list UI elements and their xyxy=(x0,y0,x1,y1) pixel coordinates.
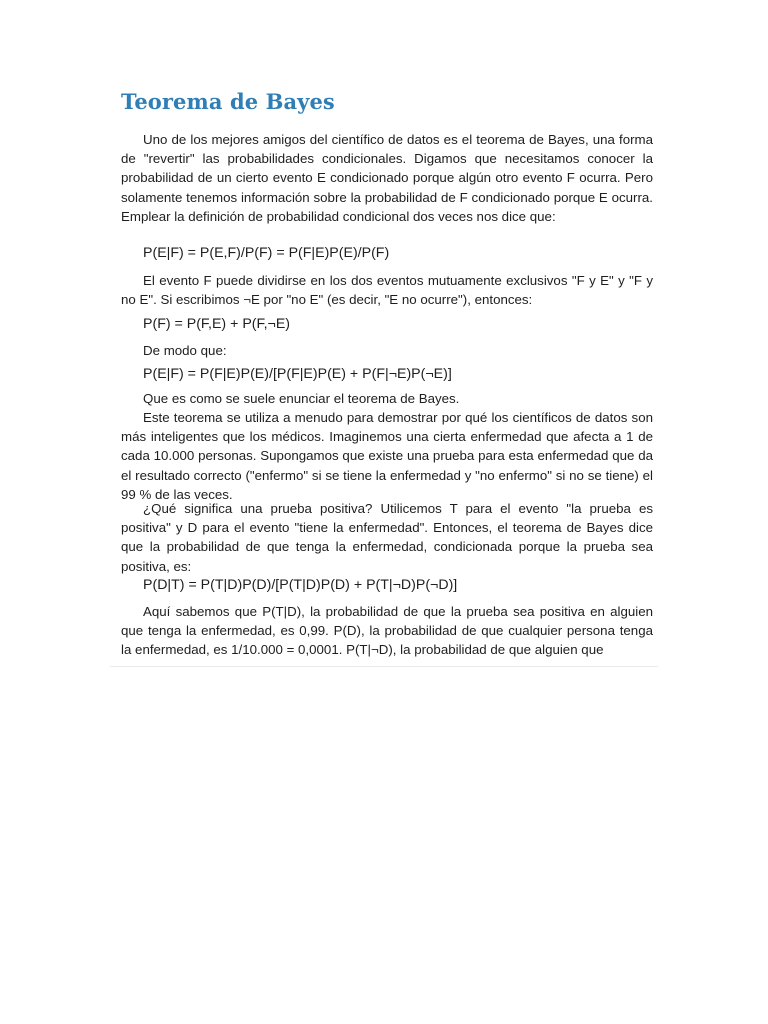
paragraph-disease-example: Este teorema se utiliza a menudo para demostrar por qué los científicos de datos son más inteligentes que los médicos. Imaginemos una cierta enfermedad que afecta a 1 de cada 10.000 personas. Supongamos que existe una prueba para esta enfermedad que da el resultado correcto ("enfermo" si se tiene la enfermedad y "no enfermo" si no se tiene) el 99 % de las veces. xyxy=(121,410,653,502)
paragraph-intro: Uno de los mejores amigos del científico de datos es el teorema de Bayes, una forma de "revertir" las probabilidades condicionales. Digamos que necesitamos conocer la probabilidad de un cierto evento E condicionado porque algún otro evento F ocurra. Pero solamente tenemos información sobre la probabilidad de F condicionado porque E ocurra. Emplear la definición de probabilidad condicional dos veces nos dice que: xyxy=(121,132,653,224)
formula-conditional: P(E|F) = P(E,F)/P(F) = P(F|E)P(E)/P(F) xyxy=(143,245,390,261)
section-title: Teorema de Bayes xyxy=(121,89,335,114)
paragraph-partition: El evento F puede dividirse en los dos eventos mutuamente exclusivos "F y E" y "F y no E". Si escribimos ¬E por "no E" (es decir, "E no ocurre"), entonces: xyxy=(121,273,653,308)
paragraph-positive-test: ¿Qué significa una prueba positiva? Utilicemos T para el evento "la prueba es positiva" y D para el evento "tiene la enfermedad". Entonces, el teorema de Bayes dice que la probabilidad de que tenga la enfermedad, condicionada porque la prueba sea positiva, es: xyxy=(121,501,653,574)
paragraph-values: Aquí sabemos que P(T|D), la probabilidad de que la prueba sea positiva en alguien que tenga la enfermedad, es 0,99. P(D), la probabilidad de que cualquier persona tenga la enfermedad, es 1/10.000 = 0,0001. P(T|¬D), la probabilidad de que alguien que xyxy=(121,604,653,658)
paragraph-so: De modo que: xyxy=(143,343,227,358)
formula-bayes-disease: P(D|T) = P(T|D)P(D)/[P(T|D)P(D) + P(T|¬D)P(¬D)] xyxy=(143,577,458,593)
page-bottom-edge xyxy=(110,666,658,667)
paragraph-statement: Que es como se suele enunciar el teorema de Bayes. xyxy=(143,391,460,406)
formula-total-probability: P(F) = P(F,E) + P(F,¬E) xyxy=(143,316,291,332)
formula-bayes: P(E|F) = P(F|E)P(E)/[P(F|E)P(E) + P(F|¬E)P(¬E)] xyxy=(143,366,452,382)
